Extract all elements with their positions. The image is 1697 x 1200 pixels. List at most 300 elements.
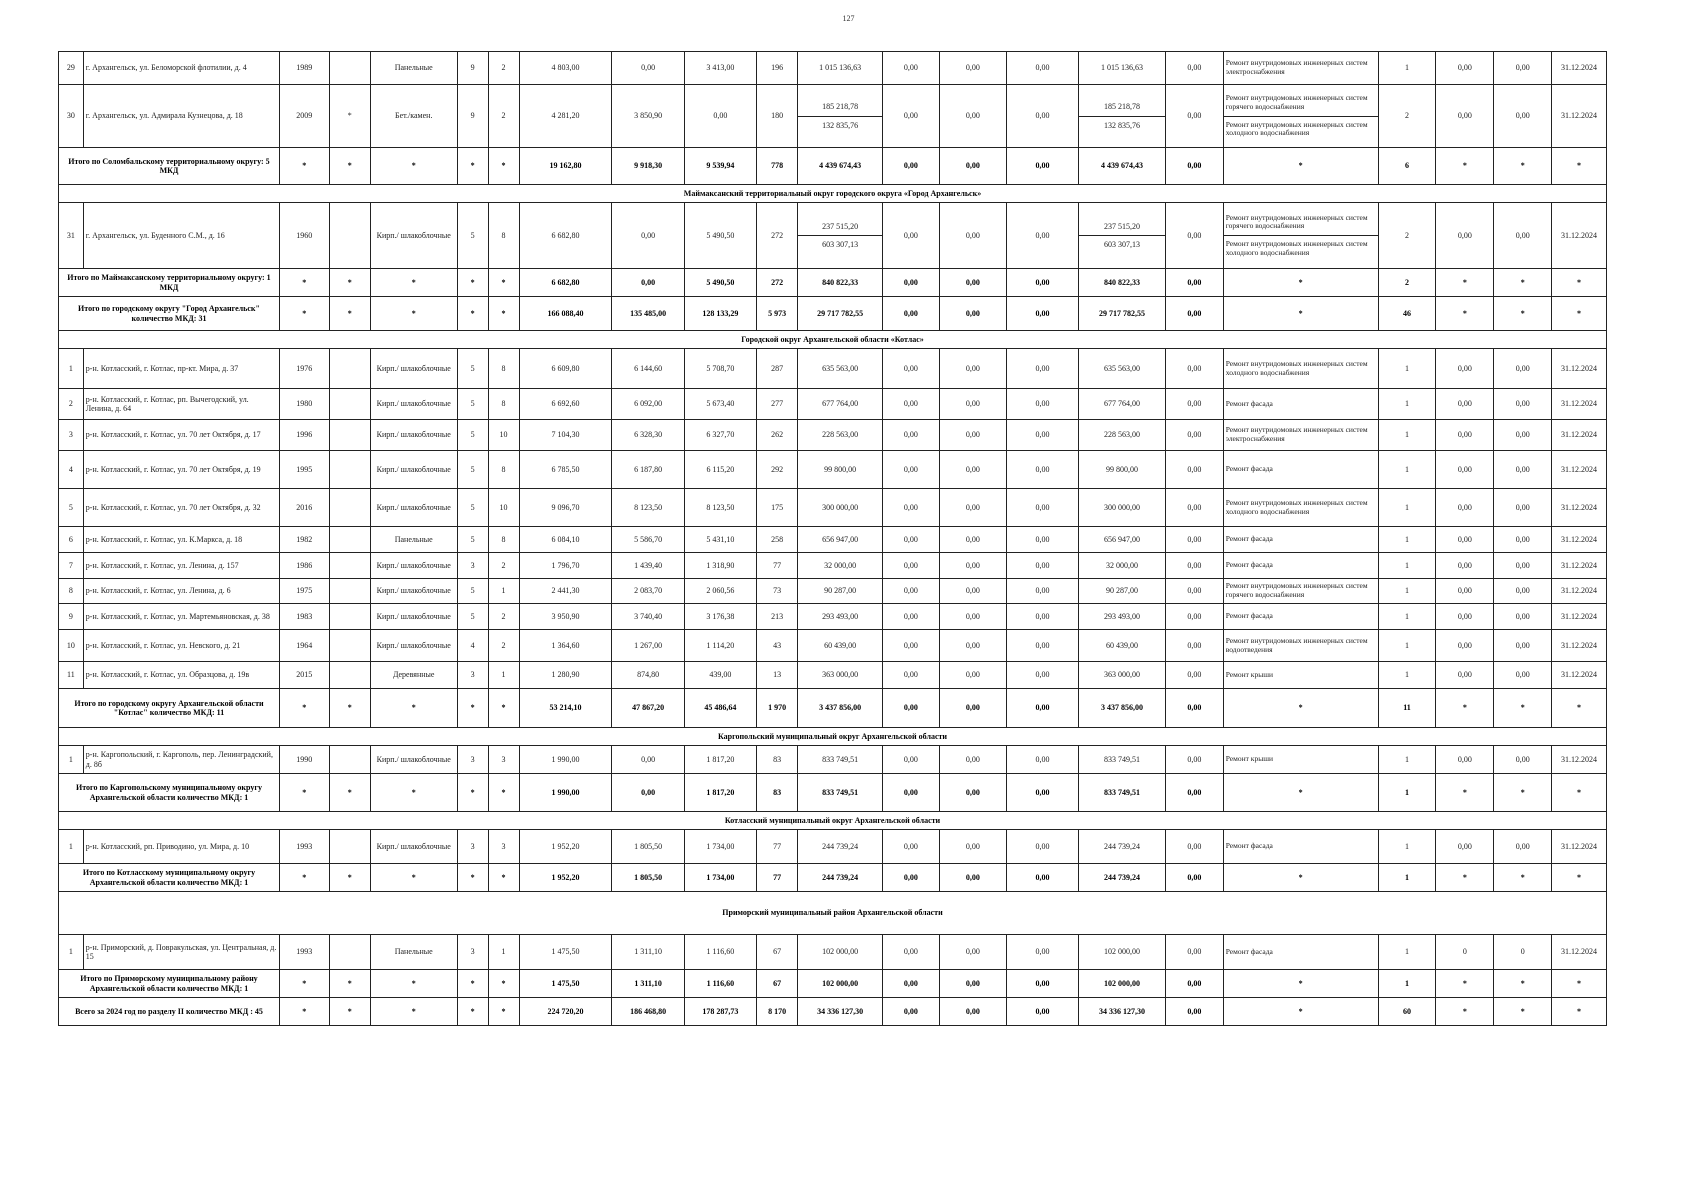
entrances-cell: 2 [488, 553, 519, 579]
floors-cell: * [457, 269, 488, 297]
specific-cost-cell: 0,00 [1436, 52, 1494, 85]
deadline-cell: 31.12.2024 [1552, 451, 1607, 489]
work-count-cell: 1 [1378, 451, 1436, 489]
work-type-cell: Ремонт крыши [1223, 662, 1378, 689]
residential-area-owned-cell: 0,00 [684, 85, 756, 148]
table-row [59, 85, 1607, 148]
fund-federal-cell: 0,00 [882, 451, 939, 489]
flag-cell [329, 579, 370, 604]
year-cell: 1993 [279, 830, 329, 864]
entrances-cell: * [488, 297, 519, 331]
residents-cell: 292 [757, 451, 798, 489]
work-count-cell: 6 [1378, 148, 1436, 185]
fund-federal-cell: 0,00 [882, 420, 939, 451]
entrances-cell: 2 [488, 52, 519, 85]
residents-cell: 77 [757, 864, 798, 892]
fund-other-cell: 0,00 [1165, 85, 1223, 148]
address-cell: р-н. Котласский, г. Котлас, ул. 70 лет Октября, д. 17 [83, 420, 279, 451]
row-number-cell: 6 [59, 527, 84, 553]
flag-cell: * [329, 148, 370, 185]
subtotal-row [59, 269, 1607, 297]
max-cost-cell: * [1494, 297, 1552, 331]
residential-area-owned-cell: 9 539,94 [684, 148, 756, 185]
section-title: Каргопольский муниципальный округ Архангельской области [59, 728, 1607, 746]
fund-federal-cell: 0,00 [882, 527, 939, 553]
row-number-cell: 30 [59, 85, 84, 148]
residential-area-cell: 874,80 [612, 662, 684, 689]
residential-area-owned-cell: 6 327,70 [684, 420, 756, 451]
fund-federal-cell: 0,00 [882, 604, 939, 630]
deadline-cell: 31.12.2024 [1552, 349, 1607, 389]
repair-cost-cell: 1 015 136,63 [798, 52, 883, 85]
work-type-cell: * [1223, 297, 1378, 331]
fund-federal-cell: 0,00 [882, 662, 939, 689]
row-number-cell: 3 [59, 420, 84, 451]
work-type-cell: Ремонт крыши [1223, 746, 1378, 774]
residents-cell: 778 [757, 148, 798, 185]
total-label: Итого по Котласскому муниципальному округу Архангельской области количество МКД: 1 [59, 864, 280, 892]
fund-regional-cell: 0,00 [939, 830, 1006, 864]
deadline-cell: 31.12.2024 [1552, 489, 1607, 527]
specific-cost-cell: * [1436, 689, 1494, 728]
address-cell: р-н. Котласский, г. Котлас, ул. 70 лет Октября, д. 19 [83, 451, 279, 489]
fund-other-cell: 0,00 [1165, 998, 1223, 1026]
row-number-cell: 11 [59, 662, 84, 689]
total-area-cell: 1 364,60 [519, 630, 612, 662]
wall-material-cell: * [370, 148, 457, 185]
residential-area-cell: 1 311,10 [612, 970, 684, 998]
fund-federal-cell: 0,00 [882, 935, 939, 970]
address-cell: р-н. Котласский, г. Котлас, ул. Ленина, д. 157 [83, 553, 279, 579]
address-cell: р-н. Котласский, г. Котлас, пр-кт. Мира, д. 37 [83, 349, 279, 389]
work-type-cell: * [1223, 269, 1378, 297]
fund-federal-cell: 0,00 [882, 85, 939, 148]
floors-cell: * [457, 148, 488, 185]
residential-area-cell: 5 586,70 [612, 527, 684, 553]
residential-area-cell: 6 144,60 [612, 349, 684, 389]
year-cell: 1996 [279, 420, 329, 451]
total-area-cell: 1 952,20 [519, 830, 612, 864]
repair-cost-cell: 293 493,00 [798, 604, 883, 630]
deadline-cell: * [1552, 689, 1607, 728]
deadline-cell: 31.12.2024 [1552, 527, 1607, 553]
work-count-cell: 1 [1378, 630, 1436, 662]
deadline-cell: * [1552, 269, 1607, 297]
residential-area-owned-cell: 178 287,73 [684, 998, 756, 1026]
fund-other-cell: 0,00 [1165, 970, 1223, 998]
residential-area-cell: 9 918,30 [612, 148, 684, 185]
table-row [59, 451, 1607, 489]
section-header-row [59, 331, 1607, 349]
residents-cell: 67 [757, 970, 798, 998]
year-cell: * [279, 998, 329, 1026]
residents-cell: 277 [757, 389, 798, 420]
address-cell: р-н. Котласский, г. Котлас, ул. Образцова, д. 19в [83, 662, 279, 689]
flag-cell: * [329, 864, 370, 892]
fund-owners-cell: 4 439 674,43 [1079, 148, 1166, 185]
total-area-cell: 166 088,40 [519, 297, 612, 331]
floors-cell: 5 [457, 579, 488, 604]
max-cost-cell: 0,00 [1494, 662, 1552, 689]
entrances-cell: 1 [488, 935, 519, 970]
residential-area-owned-cell: 8 123,50 [684, 489, 756, 527]
specific-cost-cell: 0,00 [1436, 389, 1494, 420]
specific-cost-cell: * [1436, 297, 1494, 331]
specific-cost-cell: * [1436, 774, 1494, 812]
max-cost-cell: * [1494, 998, 1552, 1026]
wall-material-cell: Кирп./ шлакоблочные [370, 451, 457, 489]
fund-owners-cell: 34 336 127,30 [1079, 998, 1166, 1026]
residential-area-cell: 6 092,00 [612, 389, 684, 420]
floors-cell: * [457, 297, 488, 331]
year-cell: 1960 [279, 203, 329, 269]
work-type-cell [1223, 203, 1378, 269]
fund-regional-cell: 0,00 [939, 349, 1006, 389]
repair-cost-cell: 635 563,00 [798, 349, 883, 389]
total-area-cell: 6 682,80 [519, 203, 612, 269]
fund-owners-cell-line-2: 603 307,13 [1104, 240, 1141, 249]
flag-cell [329, 604, 370, 630]
fund-regional-cell: 0,00 [939, 85, 1006, 148]
year-cell: * [279, 970, 329, 998]
entrances-cell: 2 [488, 630, 519, 662]
section-header-row [59, 892, 1607, 935]
fund-other-cell: 0,00 [1165, 935, 1223, 970]
fund-local-cell: 0,00 [1006, 630, 1078, 662]
total-area-cell: 224 720,20 [519, 998, 612, 1026]
residents-cell: 83 [757, 746, 798, 774]
residents-cell: 73 [757, 579, 798, 604]
year-cell: * [279, 774, 329, 812]
fund-local-cell: 0,00 [1006, 935, 1078, 970]
max-cost-cell: 0,00 [1494, 553, 1552, 579]
fund-owners-cell: 32 000,00 [1079, 553, 1166, 579]
work-type-cell: Ремонт фасада [1223, 935, 1378, 970]
address-cell: г. Архангельск, ул. Беломорской флотилии, д. 4 [83, 52, 279, 85]
fund-local-cell: 0,00 [1006, 297, 1078, 331]
flag-cell: * [329, 297, 370, 331]
year-cell: 1983 [279, 604, 329, 630]
work-type-cell: Ремонт внутридомовых инженерных систем электроснабжения [1223, 420, 1378, 451]
total-label: Итого по Приморскому муниципальному району Архангельской области количество МКД: 1 [59, 970, 280, 998]
row-number-cell: 1 [59, 349, 84, 389]
deadline-cell: 31.12.2024 [1552, 579, 1607, 604]
wall-material-cell: Кирп./ шлакоблочные [370, 830, 457, 864]
max-cost-cell: 0 [1494, 935, 1552, 970]
residents-cell: 262 [757, 420, 798, 451]
specific-cost-cell: 0,00 [1436, 349, 1494, 389]
max-cost-cell: * [1494, 970, 1552, 998]
residential-area-owned-cell: 1 734,00 [684, 830, 756, 864]
max-cost-cell: 0,00 [1494, 203, 1552, 269]
table-row [59, 830, 1607, 864]
residential-area-cell: 6 187,80 [612, 451, 684, 489]
wall-material-cell: Панельные [370, 52, 457, 85]
fund-owners-cell: 656 947,00 [1079, 527, 1166, 553]
entrances-cell: 3 [488, 746, 519, 774]
total-area-cell: 6 084,10 [519, 527, 612, 553]
residents-cell: 43 [757, 630, 798, 662]
entrances-cell: 2 [488, 604, 519, 630]
row-number-cell: 10 [59, 630, 84, 662]
max-cost-cell: 0,00 [1494, 349, 1552, 389]
max-cost-cell: 0,00 [1494, 604, 1552, 630]
fund-federal-cell: 0,00 [882, 148, 939, 185]
work-count-cell: 1 [1378, 864, 1436, 892]
total-area-cell: 1 475,50 [519, 970, 612, 998]
residents-cell: 213 [757, 604, 798, 630]
work-count-cell: 46 [1378, 297, 1436, 331]
wall-material-cell: Кирп./ шлакоблочные [370, 746, 457, 774]
fund-other-cell: 0,00 [1165, 774, 1223, 812]
fund-owners-cell: 1 015 136,63 [1079, 52, 1166, 85]
fund-regional-cell: 0,00 [939, 935, 1006, 970]
fund-federal-cell: 0,00 [882, 746, 939, 774]
residents-cell: 196 [757, 52, 798, 85]
year-cell: 2015 [279, 662, 329, 689]
total-label: Всего за 2024 год по разделу II количество МКД : 45 [59, 998, 280, 1026]
specific-cost-cell: 0,00 [1436, 746, 1494, 774]
entrances-cell: * [488, 269, 519, 297]
total-area-cell: 6 682,80 [519, 269, 612, 297]
repair-cost-cell-line-1: 185 218,78 [798, 98, 882, 116]
deadline-cell: 31.12.2024 [1552, 935, 1607, 970]
flag-cell [329, 489, 370, 527]
table-row [59, 662, 1607, 689]
fund-other-cell: 0,00 [1165, 579, 1223, 604]
specific-cost-cell: 0,00 [1436, 527, 1494, 553]
max-cost-cell: * [1494, 689, 1552, 728]
wall-material-cell: Кирп./ шлакоблочные [370, 420, 457, 451]
total-area-cell: 3 950,90 [519, 604, 612, 630]
entrances-cell: 3 [488, 830, 519, 864]
repair-cost-cell: 102 000,00 [798, 935, 883, 970]
fund-owners-cell: 102 000,00 [1079, 935, 1166, 970]
work-type-cell: Ремонт фасада [1223, 527, 1378, 553]
wall-material-cell: * [370, 269, 457, 297]
year-cell: 2016 [279, 489, 329, 527]
total-area-cell: 1 280,90 [519, 662, 612, 689]
fund-local-cell: 0,00 [1006, 203, 1078, 269]
total-area-cell: 19 162,80 [519, 148, 612, 185]
fund-owners-cell: 90 287,00 [1079, 579, 1166, 604]
fund-regional-cell: 0,00 [939, 746, 1006, 774]
total-area-cell: 1 475,50 [519, 935, 612, 970]
total-area-cell: 1 990,00 [519, 746, 612, 774]
table-row [59, 630, 1607, 662]
floors-cell: 5 [457, 527, 488, 553]
residential-area-cell: 0,00 [612, 203, 684, 269]
table-row [59, 527, 1607, 553]
residential-area-owned-cell: 128 133,29 [684, 297, 756, 331]
residents-cell: 83 [757, 774, 798, 812]
fund-other-cell: 0,00 [1165, 527, 1223, 553]
repair-cost-cell-line-2: 132 835,76 [822, 120, 859, 130]
total-area-cell: 6 785,50 [519, 451, 612, 489]
total-label: Итого по Маймаксанскому территориальному округу: 1 МКД [59, 269, 280, 297]
fund-owners-cell: 293 493,00 [1079, 604, 1166, 630]
fund-regional-cell: 0,00 [939, 998, 1006, 1026]
repair-cost-cell [798, 203, 883, 269]
floors-cell: 3 [457, 746, 488, 774]
residential-area-cell: 186 468,80 [612, 998, 684, 1026]
flag-cell: * [329, 970, 370, 998]
year-cell: * [279, 864, 329, 892]
entrances-cell: * [488, 148, 519, 185]
residential-area-owned-cell: 439,00 [684, 662, 756, 689]
entrances-cell: 10 [488, 489, 519, 527]
work-count-cell: 1 [1378, 389, 1436, 420]
work-count-cell: 1 [1378, 830, 1436, 864]
work-type-cell: * [1223, 864, 1378, 892]
fund-other-cell: 0,00 [1165, 630, 1223, 662]
max-cost-cell: 0,00 [1494, 420, 1552, 451]
fund-local-cell: 0,00 [1006, 662, 1078, 689]
max-cost-cell: 0,00 [1494, 579, 1552, 604]
work-count-cell: 1 [1378, 420, 1436, 451]
fund-federal-cell: 0,00 [882, 269, 939, 297]
fund-owners-cell: 300 000,00 [1079, 489, 1166, 527]
table-row [59, 420, 1607, 451]
flag-cell [329, 553, 370, 579]
wall-material-cell: * [370, 998, 457, 1026]
work-type-cell: * [1223, 998, 1378, 1026]
fund-federal-cell: 0,00 [882, 864, 939, 892]
fund-local-cell: 0,00 [1006, 451, 1078, 489]
max-cost-cell: * [1494, 774, 1552, 812]
subtotal-row [59, 970, 1607, 998]
residents-cell: 258 [757, 527, 798, 553]
entrances-cell: 1 [488, 579, 519, 604]
residents-cell: 180 [757, 85, 798, 148]
page-number: 127 [842, 14, 855, 23]
row-number-cell: 31 [59, 203, 84, 269]
residential-area-owned-cell: 2 060,56 [684, 579, 756, 604]
residential-area-owned-cell: 1 734,00 [684, 864, 756, 892]
total-area-cell: 9 096,70 [519, 489, 612, 527]
fund-federal-cell: 0,00 [882, 579, 939, 604]
max-cost-cell: * [1494, 269, 1552, 297]
fund-regional-cell: 0,00 [939, 579, 1006, 604]
capital-repair-table [58, 51, 1607, 1026]
fund-other-cell: 0,00 [1165, 52, 1223, 85]
repair-cost-cell: 29 717 782,55 [798, 297, 883, 331]
deadline-cell: 31.12.2024 [1552, 420, 1607, 451]
fund-regional-cell: 0,00 [939, 451, 1006, 489]
residential-area-cell: 1 311,10 [612, 935, 684, 970]
entrances-cell: 8 [488, 389, 519, 420]
total-area-cell: 53 214,10 [519, 689, 612, 728]
fund-local-cell: 0,00 [1006, 746, 1078, 774]
work-type-cell: Ремонт внутридомовых инженерных систем электроснабжения [1223, 52, 1378, 85]
table-row [59, 553, 1607, 579]
address-cell: р-н. Котласский, г. Котлас, ул. Ленина, д. 6 [83, 579, 279, 604]
floors-cell: 5 [457, 489, 488, 527]
max-cost-cell: * [1494, 864, 1552, 892]
wall-material-cell: * [370, 689, 457, 728]
year-cell: 1989 [279, 52, 329, 85]
address-cell: р-н. Котласский, г. Котлас, ул. Мартемьяновская, д. 38 [83, 604, 279, 630]
flag-cell [329, 349, 370, 389]
fund-owners-cell-line-1: 237 515,20 [1079, 218, 1165, 236]
residential-area-cell: 3 740,40 [612, 604, 684, 630]
repair-cost-cell: 3 437 856,00 [798, 689, 883, 728]
residents-cell: 272 [757, 269, 798, 297]
address-cell: р-н. Приморский, д. Повракульская, ул. Центральная, д. 15 [83, 935, 279, 970]
section-title: Городской округ Архангельской области «Котлас» [59, 331, 1607, 349]
table-row [59, 349, 1607, 389]
repair-cost-cell: 34 336 127,30 [798, 998, 883, 1026]
floors-cell: 9 [457, 85, 488, 148]
fund-local-cell: 0,00 [1006, 689, 1078, 728]
fund-other-cell: 0,00 [1165, 689, 1223, 728]
total-area-cell: 6 609,80 [519, 349, 612, 389]
fund-local-cell: 0,00 [1006, 864, 1078, 892]
floors-cell: 3 [457, 553, 488, 579]
fund-local-cell: 0,00 [1006, 52, 1078, 85]
residents-cell: 77 [757, 830, 798, 864]
total-label: Итого по Соломбальскому территориальному округу: 5 МКД [59, 148, 280, 185]
fund-regional-cell: 0,00 [939, 148, 1006, 185]
fund-local-cell: 0,00 [1006, 489, 1078, 527]
repair-cost-cell: 363 000,00 [798, 662, 883, 689]
max-cost-cell: 0,00 [1494, 489, 1552, 527]
specific-cost-cell: * [1436, 864, 1494, 892]
fund-local-cell: 0,00 [1006, 389, 1078, 420]
subtotal-row [59, 148, 1607, 185]
row-number-cell: 2 [59, 389, 84, 420]
table-row [59, 935, 1607, 970]
residents-cell: 287 [757, 349, 798, 389]
residential-area-cell: 6 328,30 [612, 420, 684, 451]
year-cell: * [279, 148, 329, 185]
residential-area-cell: 1 805,50 [612, 830, 684, 864]
wall-material-cell: Бет./камен. [370, 85, 457, 148]
flag-cell: * [329, 85, 370, 148]
fund-local-cell: 0,00 [1006, 830, 1078, 864]
entrances-cell: 8 [488, 527, 519, 553]
table-row [59, 489, 1607, 527]
total-area-cell: 1 796,70 [519, 553, 612, 579]
address-cell: р-н. Котласский, рп. Приводино, ул. Мира, д. 10 [83, 830, 279, 864]
table-row [59, 746, 1607, 774]
fund-owners-cell: 3 437 856,00 [1079, 689, 1166, 728]
work-type-cell: * [1223, 970, 1378, 998]
entrances-cell: 8 [488, 203, 519, 269]
specific-cost-cell: 0,00 [1436, 579, 1494, 604]
repair-cost-cell: 99 800,00 [798, 451, 883, 489]
repair-cost-cell: 60 439,00 [798, 630, 883, 662]
wall-material-cell: Кирп./ шлакоблочные [370, 389, 457, 420]
year-cell: 1993 [279, 935, 329, 970]
wall-material-cell: Кирп./ шлакоблочные [370, 349, 457, 389]
year-cell: 1975 [279, 579, 329, 604]
table-row [59, 389, 1607, 420]
wall-material-cell: * [370, 970, 457, 998]
residential-area-owned-cell: 5 431,10 [684, 527, 756, 553]
specific-cost-cell: 0,00 [1436, 420, 1494, 451]
work-count-cell: 1 [1378, 662, 1436, 689]
deadline-cell: 31.12.2024 [1552, 746, 1607, 774]
work-count-cell: 1 [1378, 746, 1436, 774]
fund-owners-cell: 833 749,51 [1079, 746, 1166, 774]
residents-cell: 67 [757, 935, 798, 970]
fund-local-cell: 0,00 [1006, 553, 1078, 579]
subtotal-row [59, 297, 1607, 331]
floors-cell: * [457, 689, 488, 728]
fund-other-cell: 0,00 [1165, 662, 1223, 689]
flag-cell [329, 830, 370, 864]
